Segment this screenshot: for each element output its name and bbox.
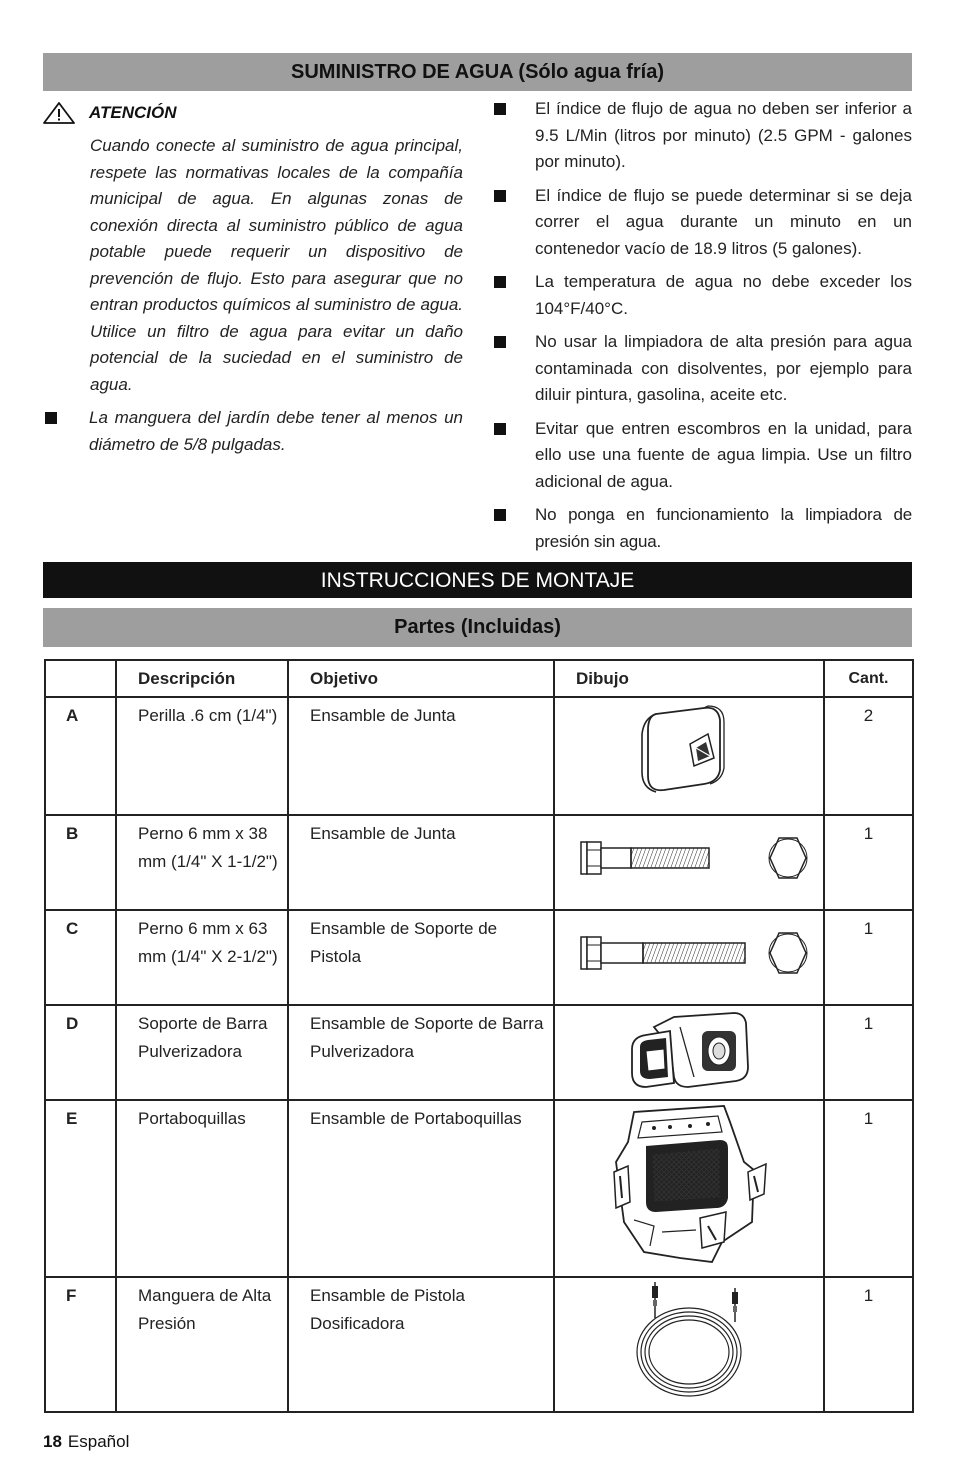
right-column	[492, 96, 912, 555]
part-letter: F	[45, 1277, 116, 1412]
part-quantity: 1	[824, 1100, 913, 1277]
footer-language: Español	[67, 1432, 130, 1451]
warning-heading	[43, 98, 463, 128]
part-drawing	[554, 910, 824, 1005]
part-letter: E	[45, 1100, 116, 1277]
table-row	[45, 910, 913, 1005]
bullet-text: La manguera del jardín debe tener al menos un diámetro de 5/8 pulgadas.	[89, 408, 463, 454]
section-header-parts: Partes (Incluidas)	[43, 608, 912, 647]
part-description: Manguera de Alta Presión	[116, 1277, 288, 1412]
table-row	[45, 697, 913, 815]
part-quantity: 1	[824, 815, 913, 910]
part-quantity: 1	[824, 1277, 913, 1412]
part-quantity: 1	[824, 1005, 913, 1100]
long-bolt-drawing	[569, 923, 809, 983]
bullet-square-icon	[494, 336, 506, 348]
part-letter: A	[45, 697, 116, 815]
table-row	[45, 1005, 913, 1100]
part-purpose: Ensamble de Junta	[288, 815, 554, 910]
part-letter: B	[45, 815, 116, 910]
bullet-square-icon	[494, 276, 506, 288]
list-item	[492, 416, 912, 496]
bullet-text: El índice de flujo de agua no deben ser inferior a 9.5 L/Min (litros por minuto) (2.5 GPM - galones por minuto).	[535, 99, 912, 171]
page-footer	[43, 1432, 129, 1452]
knob-drawing	[634, 700, 744, 804]
part-quantity: 2	[824, 697, 913, 815]
bullet-text: Evitar que entren escombros en la unidad, para ello use una fuente de agua limpia. Use un filtro adicional de agua.	[535, 418, 912, 491]
part-drawing	[554, 1100, 824, 1277]
nozzle-holder-drawing	[604, 1102, 774, 1266]
warning-label: ATENCIÓN	[89, 103, 177, 122]
part-quantity: 1	[824, 910, 913, 1005]
table-header-row	[45, 660, 913, 697]
column-header-letter	[45, 660, 116, 697]
part-purpose: Ensamble de Junta	[288, 697, 554, 815]
table-row	[45, 1277, 913, 1412]
page-number: 18	[43, 1432, 62, 1451]
section-header-water-supply: SUMINISTRO DE AGUA (Sólo agua fría)	[43, 53, 912, 91]
bullet-square-icon	[494, 423, 506, 435]
list-item	[492, 269, 912, 322]
bullet-square-icon	[494, 509, 506, 521]
bullet-square-icon	[494, 190, 506, 202]
bullet-text: El índice de flujo se puede determinar si se deja correr el agua durante un minuto en un contenedor vacío de 18.9 litros (5 galones).	[535, 185, 912, 258]
part-drawing	[554, 1005, 824, 1100]
list-item	[492, 96, 912, 176]
part-description: Portaboquillas	[116, 1100, 288, 1277]
part-letter: C	[45, 910, 116, 1005]
part-purpose: Ensamble de Soporte de Barra Pulverizadora	[288, 1005, 554, 1100]
part-description: Perilla .6 cm (1/4")	[116, 697, 288, 815]
left-column	[43, 98, 463, 458]
column-header-drawing: Dibujo	[554, 660, 824, 697]
hose-drawing	[629, 1278, 749, 1402]
warning-text: Cuando conecte al suministro de agua principal, respete las normativas locales de la compañía municipal de agua. En algunas zonas de conexión directa al suministro público de agua potable puede requerir un dispositivo de prevención de flujo. Esto para asegurar que no entran productos químicos al suministro de agua. Utilice un filtro de agua para evitar un daño potencial de la suciedad en el suministro de agua.	[90, 136, 463, 394]
warning-triangle-icon	[43, 102, 75, 124]
part-purpose: Ensamble de Portaboquillas	[288, 1100, 554, 1277]
bullet-square-icon	[494, 103, 506, 115]
part-purpose: Ensamble de Pistola Dosificadora	[288, 1277, 554, 1412]
column-header-quantity: Cant.	[824, 660, 913, 697]
part-description: Soporte de Barra Pulverizadora	[116, 1005, 288, 1100]
list-item	[492, 329, 912, 409]
table-row	[45, 815, 913, 910]
bullet-text: No ponga en funcionamiento la limpiadora de presión sin agua.	[535, 505, 912, 551]
part-drawing	[554, 1277, 824, 1412]
list-item	[43, 405, 463, 458]
part-drawing	[554, 815, 824, 910]
column-header-description: Descripción	[116, 660, 288, 697]
part-description: Perno 6 mm x 38 mm (1/4" X 1-1/2")	[116, 815, 288, 910]
table-row	[45, 1100, 913, 1277]
bullet-text: La temperatura de agua no debe exceder los 104°F/40°C.	[535, 272, 912, 318]
short-bolt-drawing	[569, 828, 809, 888]
bullet-square-icon	[45, 412, 57, 424]
part-drawing	[554, 697, 824, 815]
part-letter: D	[45, 1005, 116, 1100]
section-header-assembly: INSTRUCCIONES DE MONTAJE	[43, 562, 912, 598]
list-item	[492, 502, 912, 555]
wand-holder-drawing	[624, 1007, 754, 1089]
parts-table	[44, 659, 914, 1413]
column-header-purpose: Objetivo	[288, 660, 554, 697]
part-description: Perno 6 mm x 63 mm (1/4" X 2-1/2")	[116, 910, 288, 1005]
part-purpose: Ensamble de Soporte de Pistola	[288, 910, 554, 1005]
bullet-text: No usar la limpiadora de alta presión para agua contaminada con disolventes, por ejemplo para diluir pintura, gasolina, aceite etc.	[535, 332, 912, 404]
list-item	[492, 183, 912, 263]
